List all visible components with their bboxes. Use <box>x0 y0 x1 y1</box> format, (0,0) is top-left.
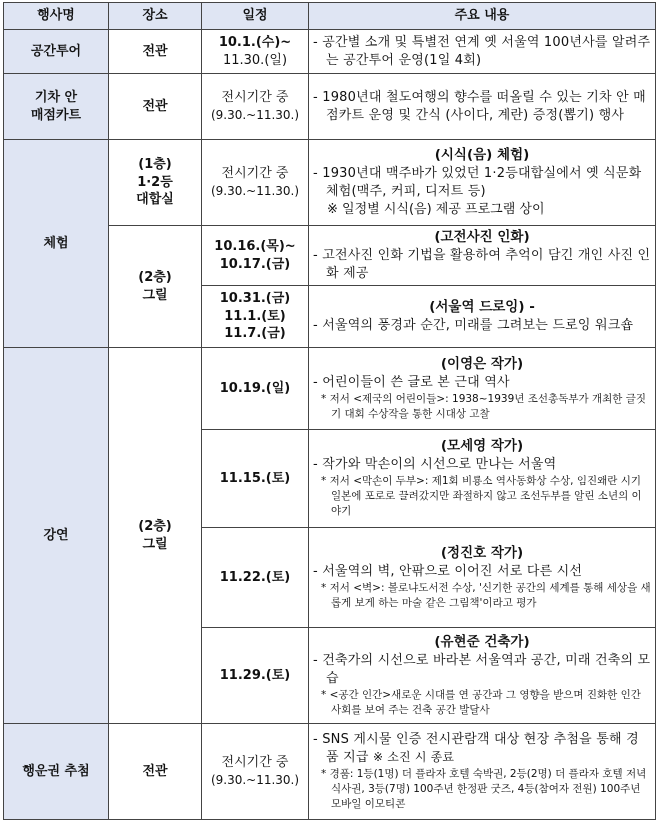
date-experience-drawing: 10.31.(금) 11.1.(토) 11.7.(금) <box>202 286 309 348</box>
content-lecture-3: (정진호 작가) - 서울역의 벽, 안팎으로 이어진 서로 다른 시선 * 저서 <벽>: 볼로냐도서전 수상, '신기한 공간의 세계를 통해 세상을 새롭게 보게 하는 마술 같은 그림책'이라고 평가 <box>309 528 656 628</box>
content-space-tour: - 공간별 소개 및 특별전 연계 옛 서울역 100년사를 알려주는 공간투어 운영(1일 4회) <box>309 30 656 74</box>
content-lecture-2: (모세영 작가) - 작가와 막손이의 시선으로 만나는 서울역 * 저서 <막손이 두부>: 제1회 비룡소 역사동화상 수상, 임진왜란 시기 일본에 포로로 끌려갔지만 좌절하지 않고 조선두부를 알린 소년의 이야기 <box>309 430 656 528</box>
row-snack-cart <box>4 74 656 140</box>
content-experience-photo: (고전사진 인화) - 고전사진 인화 기법을 활용하여 추억이 담긴 개인 사진 인화 제공 <box>309 226 656 286</box>
row-space-tour <box>4 30 656 74</box>
header-event-name: 행사명 <box>4 3 109 30</box>
event-name-experience: 체험 <box>4 140 109 348</box>
date-lecture-2: 11.15.(토) <box>202 430 309 528</box>
event-name-lecture: 강연 <box>4 348 109 724</box>
place-snack-cart: 전관 <box>109 74 202 140</box>
content-lecture-1: (이영은 작가) - 어린이들이 쓴 글로 본 근대 역사 * 저서 <제국의 어린이들>: 1938~1939년 조선총독부가 개최한 글짓기 대회 수상작을 통한 시대상 고찰 <box>309 348 656 430</box>
date-experience-tasting: 전시기간 중 (9.30.~11.30.) <box>202 140 309 226</box>
date-snack-cart: 전시기간 중 (9.30.~11.30.) <box>202 74 309 140</box>
content-snack-cart: - 1980년대 철도여행의 향수를 떠올릴 수 있는 기차 안 매점카트 운영 및 간식 (사이다, 계란) 증정(뽑기) 행사 <box>309 74 656 140</box>
row-lecture-1 <box>4 348 656 430</box>
event-name-space-tour: 공간투어 <box>4 30 109 74</box>
date-lecture-1: 10.19.(일) <box>202 348 309 430</box>
date-lottery: 전시기간 중 (9.30.~11.30.) <box>202 724 309 820</box>
place-lottery: 전관 <box>109 724 202 820</box>
header-row <box>4 3 656 30</box>
place-experience-grill: (2층) 그릴 <box>109 226 202 348</box>
content-experience-tasting: (시식(음) 체험) - 1930년대 맥주바가 있었던 1·2등대합실에서 옛 식문화 체험(맥주, 커피, 디저트 등) ※ 일정별 시식(음) 제공 프로그램 상이 <box>309 140 656 226</box>
date-space-tour: 10.1.(수)~ 11.30.(일) <box>202 30 309 74</box>
content-lottery: - SNS 게시물 인증 전시관람객 대상 현장 추첨을 통해 경품 지급 ※ 소진 시 종료 * 경품: 1등(1명) 더 플라자 호텔 숙박권, 2등(2명) 더 플라자 호텔 저녁식사권, 3등(7명) 100주년 한정판 굿즈, 4등(참여자 전원) 100주년 모바일 이모티콘 <box>309 724 656 820</box>
date-lecture-3: 11.22.(토) <box>202 528 309 628</box>
place-lecture-grill: (2층) 그릴 <box>109 348 202 724</box>
content-lecture-4: (유현준 건축가) - 건축가의 시선으로 바라본 서울역과 공간, 미래 건축의 모습 * <공간 인간>새로운 시대를 연 공간과 그 영향을 받으며 진화한 인간 사회를 보여 주는 건축 공간 발달사 <box>309 628 656 724</box>
event-name-lottery: 행운권 추첨 <box>4 724 109 820</box>
event-schedule-table <box>3 2 656 820</box>
lottery-end-note: ※ 소진 시 종료 <box>372 749 455 764</box>
date-lecture-4: 11.29.(토) <box>202 628 309 724</box>
event-name-snack-cart: 기차 안 매점카트 <box>4 74 109 140</box>
place-experience-hall: (1층) 1·2등 대합실 <box>109 140 202 226</box>
place-space-tour: 전관 <box>109 30 202 74</box>
content-experience-drawing: (서울역 드로잉) - - 서울역의 풍경과 순간, 미래를 그려보는 드로잉 워크숍 <box>309 286 656 348</box>
header-schedule: 일정 <box>202 3 309 30</box>
row-lottery <box>4 724 656 820</box>
date-experience-photo: 10.16.(목)~ 10.17.(금) <box>202 226 309 286</box>
header-main-content: 주요 내용 <box>309 3 656 30</box>
lottery-desc: - SNS 게시물 인증 전시관람객 대상 현장 추첨을 통해 경품 지급 <box>313 731 639 765</box>
header-place: 장소 <box>109 3 202 30</box>
row-experience-tasting <box>4 140 656 226</box>
